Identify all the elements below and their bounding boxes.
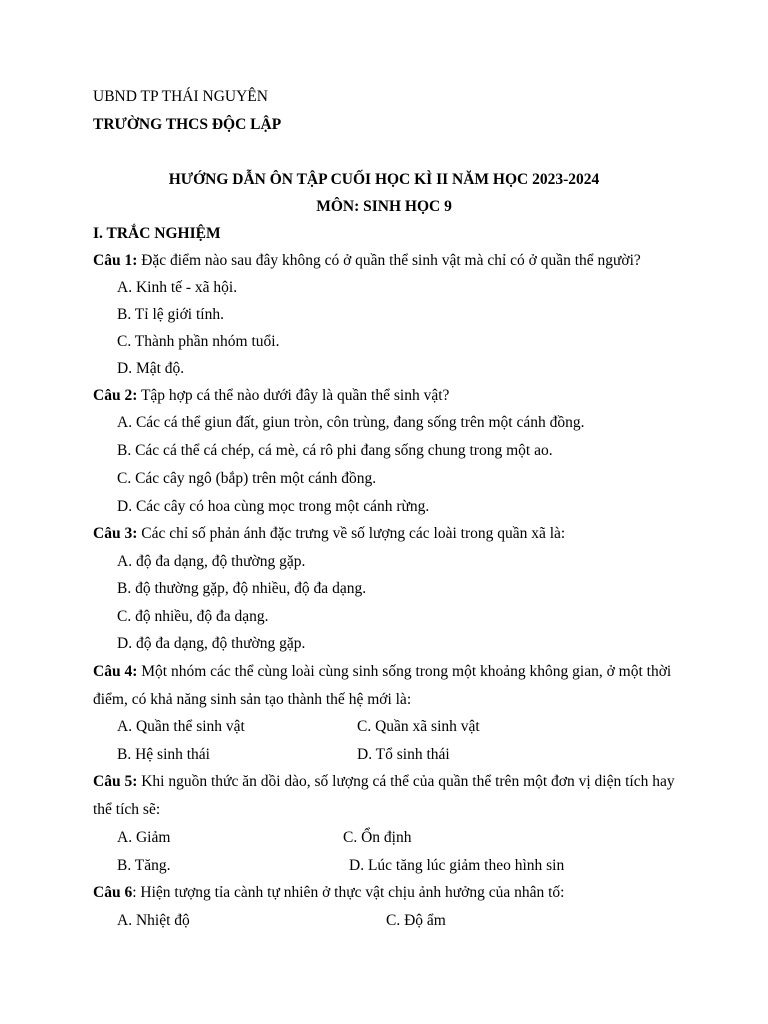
option: A. Nhiệt độ <box>117 912 190 929</box>
option: D. Tổ sinh thái <box>357 746 450 763</box>
question-text: Một nhóm các thể cùng loài cùng sinh sống trong một khoảng không gian, ở một thời <box>137 663 672 680</box>
option: C. Các cây ngô (bắp) trên một cánh đồng. <box>117 470 377 487</box>
question-2 <box>93 386 449 406</box>
option: C. độ nhiều, độ đa dạng. <box>117 608 269 625</box>
option: B. Các cá thể cá chép, cá mè, cá rô phi đang sống chung trong một ao. <box>117 442 553 459</box>
subject-title: MÔN: SINH HỌC 9 <box>316 198 452 215</box>
option: C. Độ ẩm <box>386 912 446 929</box>
option: D. Các cây có hoa cùng mọc trong một cánh rừng. <box>117 498 430 515</box>
option: B. độ thường gặp, độ nhiều, độ đa dạng. <box>117 580 367 597</box>
option: A. Kinh tế - xã hội. <box>117 279 238 296</box>
question-4 <box>93 662 671 682</box>
question-1 <box>93 251 641 271</box>
question-text-continued: thể tích sẽ: <box>93 801 161 818</box>
question-label: Câu 5: <box>93 773 138 790</box>
option: B. Hệ sinh thái <box>117 746 210 763</box>
question-text: Đặc điểm nào sau đây không có ở quần thể sinh vật mà chỉ có ở quần thể người? <box>137 252 641 269</box>
question-label: Câu 2: <box>93 387 138 404</box>
option: C. Thành phần nhóm tuổi. <box>117 333 280 350</box>
option: A. Giảm <box>117 829 171 846</box>
option: A. độ đa dạng, độ thường gặp. <box>117 553 306 570</box>
question-text: Các chỉ số phản ánh đặc trưng về số lượng các loài trong quần xã là: <box>137 525 566 542</box>
question-text: Khi nguồn thức ăn dồi dào, số lượng cá thể của quần thể trên một đơn vị diện tích hay <box>137 773 675 790</box>
option: B. Tỉ lệ giới tính. <box>117 306 224 323</box>
question-3 <box>93 524 565 544</box>
option: C. Ổn định <box>343 829 412 846</box>
question-6 <box>93 883 564 903</box>
option: A. Quần thể sinh vật <box>117 718 245 735</box>
question-label: Câu 4: <box>93 663 138 680</box>
question-text: : Hiện tượng tỉa cành tự nhiên ở thực vật chịu ảnh hưởng của nhân tố: <box>132 884 565 901</box>
header-authority: UBND TP THÁI NGUYÊN <box>93 88 268 105</box>
question-label: Câu 6 <box>93 884 133 901</box>
question-label: Câu 1: <box>93 252 138 269</box>
document-title: HƯỚNG DẪN ÔN TẬP CUỐI HỌC KÌ II NĂM HỌC 2023-2024 <box>168 171 600 188</box>
question-text: Tập hợp cá thể nào dưới đây là quần thể sinh vật? <box>137 387 450 404</box>
option: B. Tăng. <box>117 857 171 874</box>
header-school: TRƯỜNG THCS ĐỘC LẬP <box>93 116 282 133</box>
section-heading: I. TRẮC NGHIỆM <box>93 225 221 242</box>
option: C. Quần xã sinh vật <box>357 718 480 735</box>
option: D. Lúc tăng lúc giảm theo hình sin <box>349 857 565 874</box>
option: A. Các cá thể giun đất, giun tròn, côn trùng, đang sống trên một cánh đồng. <box>117 414 585 431</box>
option: D. Mật độ. <box>117 360 185 377</box>
option: D. độ đa dạng, độ thường gặp. <box>117 635 306 652</box>
question-5 <box>93 772 675 792</box>
question-text-continued: điểm, có khả năng sinh sản tạo thành thế hệ mới là: <box>93 691 412 708</box>
question-label: Câu 3: <box>93 525 138 542</box>
